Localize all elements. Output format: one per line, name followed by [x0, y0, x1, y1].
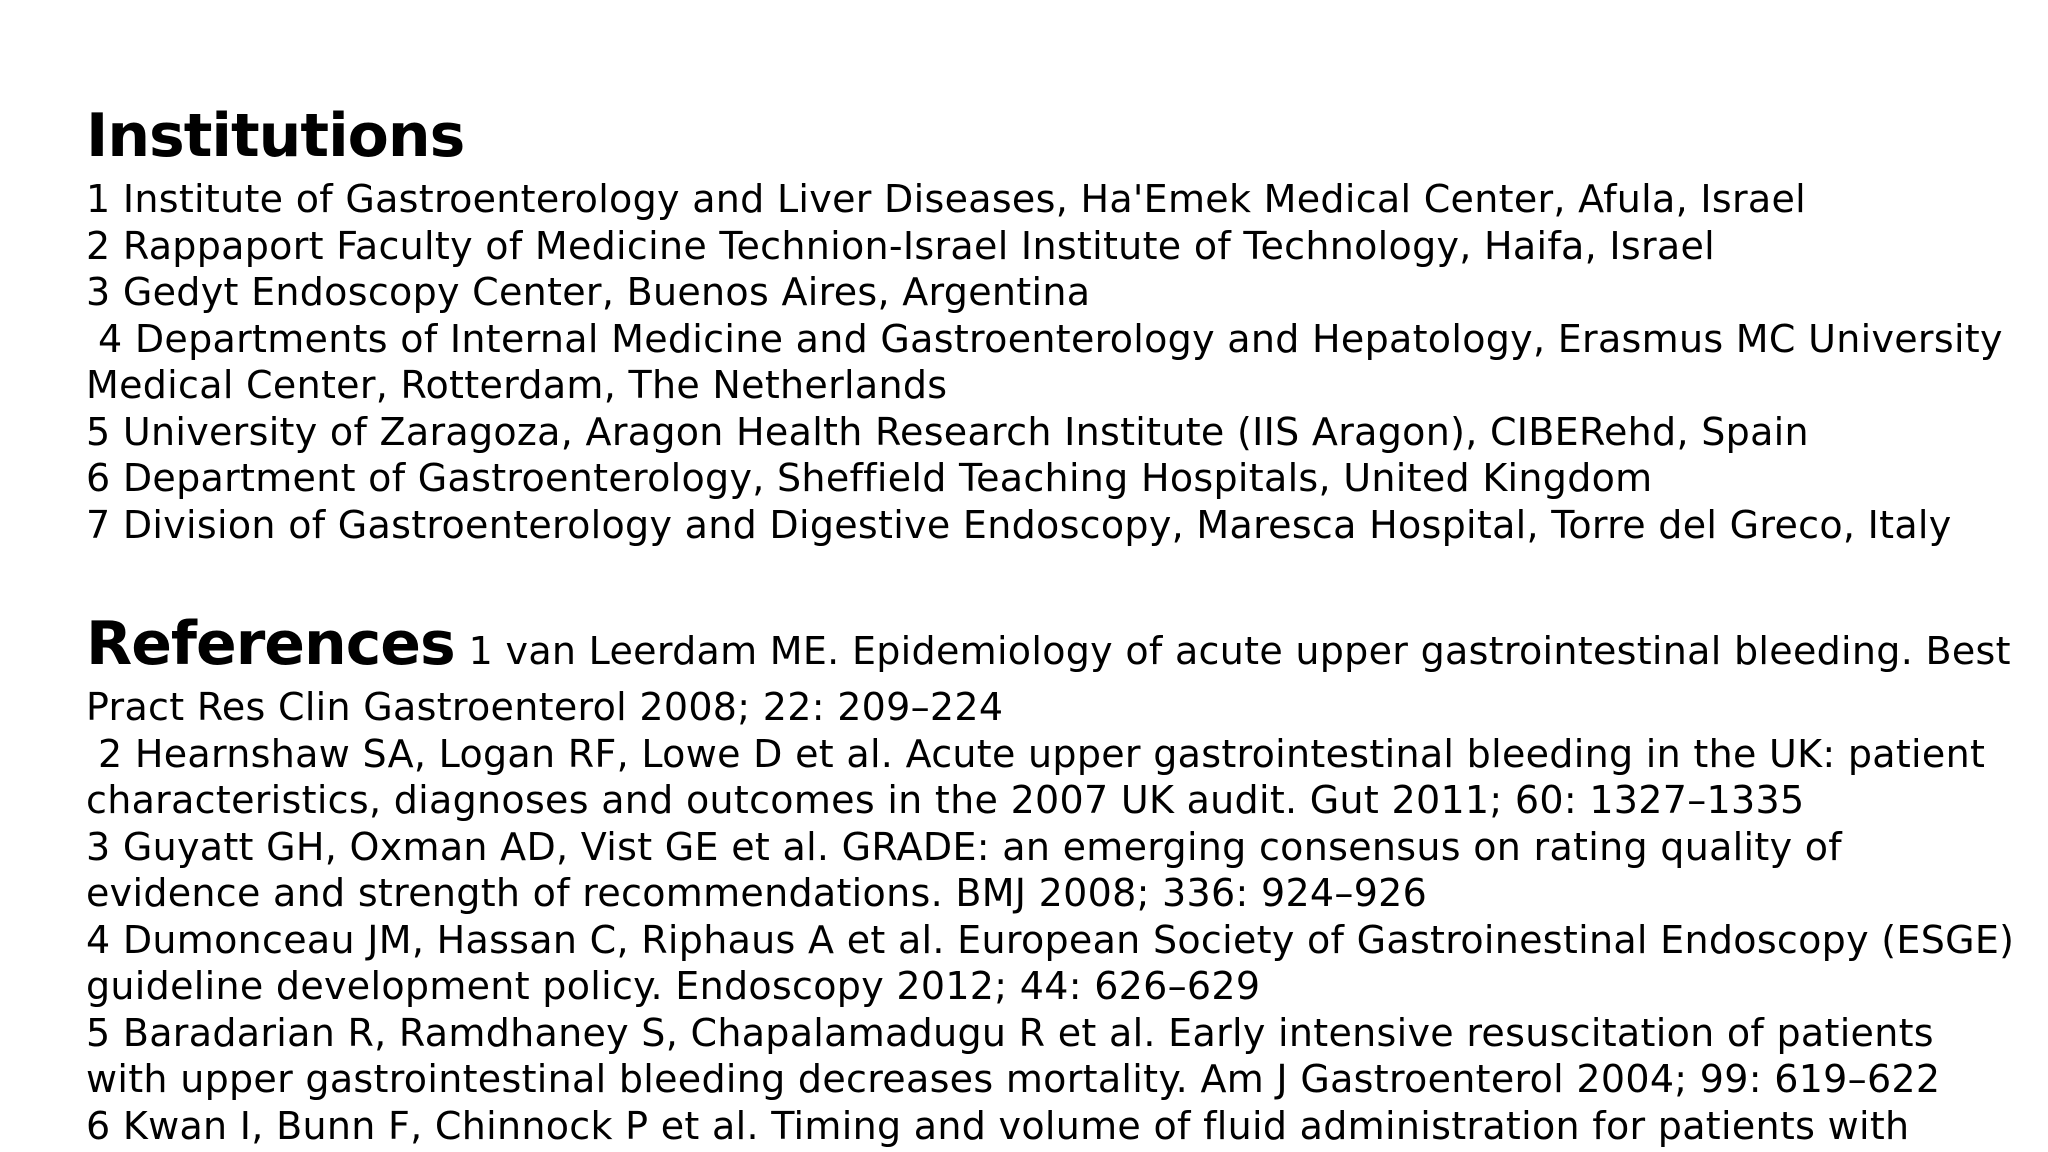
references-heading: References [86, 609, 455, 679]
reference-line: with upper gastrointestinal bleeding decreases mortality. Am J Gastroenterol 2004; 99: 619–622 [86, 1057, 1941, 1101]
institution-line: 3 Gedyt Endoscopy Center, Buenos Aires, Argentina [86, 270, 1091, 314]
institution-line: 4 Departments of Internal Medicine and Gastroenterology and Hepatology, Erasmus MC University [98, 316, 2003, 361]
institution-line: 5 University of Zaragoza, Aragon Health Research Institute (IIS Aragon), CIBERehd, Spain [86, 409, 1809, 454]
reference-line: 2 Hearnshaw SA, Logan RF, Lowe D et al. Acute upper gastrointestinal bleeding in the UK: patient [98, 731, 1986, 776]
institutions-section [86, 96, 2003, 548]
institution-line: 6 Department of Gastroenterology, Sheffield Teaching Hospitals, United Kingdom [86, 456, 1653, 500]
reference-line: guideline development policy. Endoscopy 2012; 44: 626–629 [86, 964, 1261, 1008]
reference-line: 3 Guyatt GH, Oxman AD, Vist GE et al. GRADE: an emerging consensus on rating quality of [86, 824, 1842, 869]
institution-line: 1 Institute of Gastroenterology and Liver Diseases, Ha'Emek Medical Center, Afula, Israel [86, 177, 1807, 221]
reference-line: characteristics, diagnoses and outcomes in the 2007 UK audit. Gut 2011; 60: 1327–1335 [86, 778, 1805, 822]
reference-line: 1 van Leerdam ME. Epidemiology of acute upper gastrointestinal bleeding. Best [468, 629, 2011, 673]
institution-line: 2 Rappaport Faculty of Medicine Technion-Israel Institute of Technology, Haifa, Israel [86, 223, 1716, 268]
reference-line: evidence and strength of recommendations. BMJ 2008; 336: 924–926 [86, 871, 1428, 915]
references-section [86, 604, 2015, 1149]
reference-line: Pract Res Clin Gastroenterol 2008; 22: 209–224 [86, 685, 1004, 729]
reference-line: 6 Kwan I, Bunn F, Chinnock P et al. Timing and volume of fluid administration for patients with [86, 1103, 1910, 1148]
institutions-heading: Institutions [86, 101, 465, 171]
reference-line: 4 Dumonceau JM, Hassan C, Riphaus A et al. European Society of Gastroinestinal Endoscopy (ESGE) [86, 917, 2015, 962]
reference-line: 5 Baradarian R, Ramdhaney S, Chapalamadugu R et al. Early intensive resuscitation of patients [86, 1010, 1934, 1055]
institution-line: 7 Division of Gastroenterology and Digestive Endoscopy, Maresca Hospital, Torre del Greco, Italy [86, 502, 1952, 547]
document-page [86, 96, 2015, 1149]
institution-line: Medical Center, Rotterdam, The Netherlands [86, 363, 948, 407]
references-first-line [86, 604, 2011, 684]
